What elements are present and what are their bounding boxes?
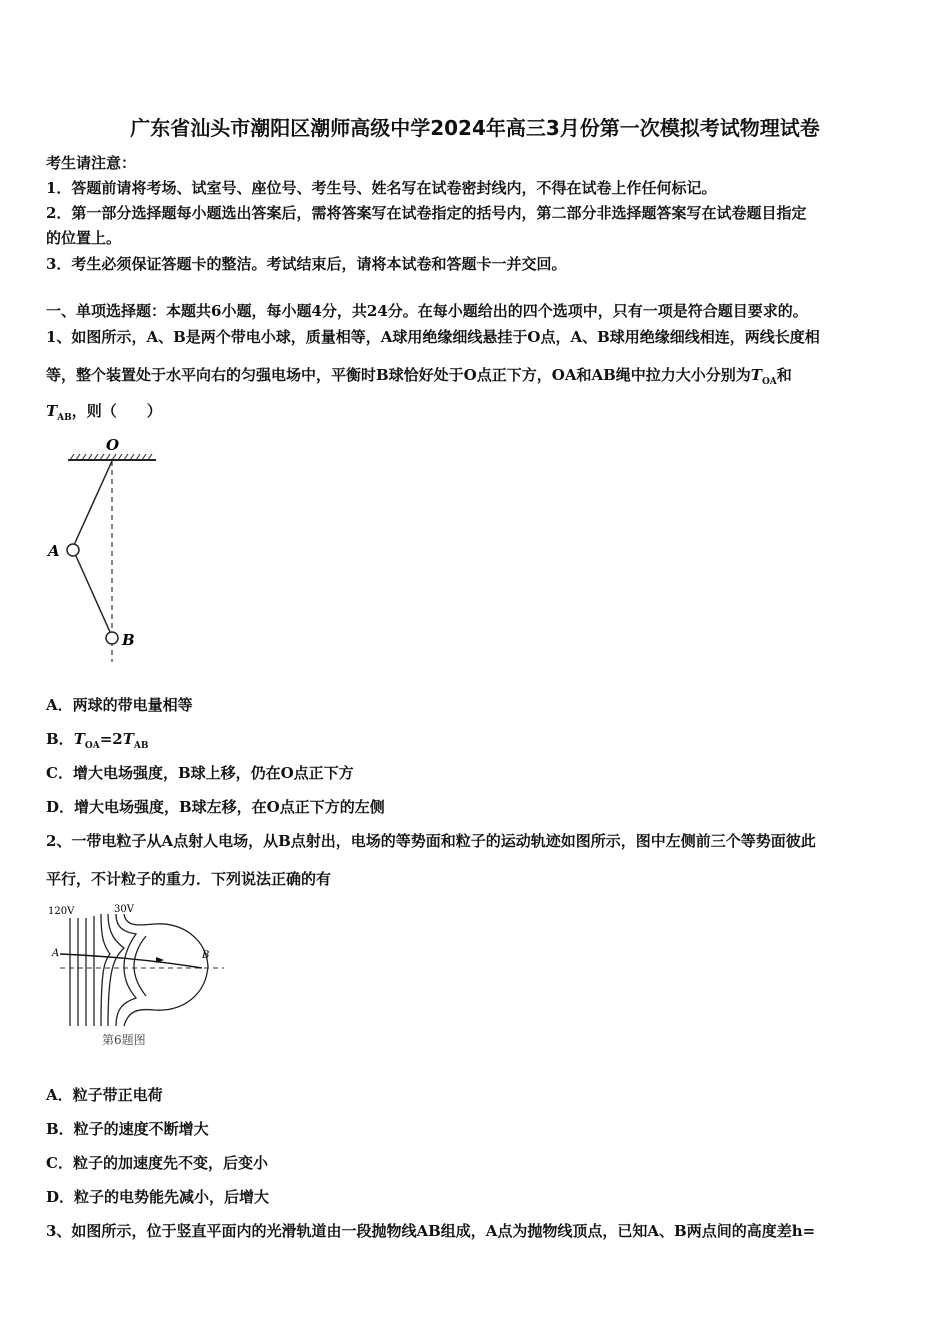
ball-a bbox=[67, 544, 79, 556]
notice-item-2: 2．第一部分选择题每小题选出答案后，需将答案写在试卷指定的括号内，第二部分非选择题答案写在试卷题目指定 bbox=[46, 204, 807, 222]
t-oa-subscript: OA bbox=[761, 377, 777, 387]
q1-option-c[interactable]: C．增大电场强度，B球上移，仍在O点正下方 bbox=[46, 764, 354, 782]
option-b-t-ab-sub: AB bbox=[133, 741, 149, 751]
q1-line-3-tail: ，则（ ） bbox=[71, 402, 162, 420]
option-b-t-ab: T bbox=[122, 730, 134, 748]
q1-option-d[interactable]: D．增大电场强度，B球左移，在O点正下方的左侧 bbox=[46, 798, 385, 816]
q1-line-3 bbox=[46, 400, 162, 423]
q1-option-b[interactable] bbox=[46, 728, 148, 751]
q1-option-a[interactable]: A．两球的带电量相等 bbox=[46, 696, 193, 714]
q2-line-1: 2、一带电粒子从A点射人电场，从B点射出，电场的等势面和粒子的运动轨迹如图所示，图中左侧前三个等势面彼此 bbox=[46, 832, 816, 850]
t-oa-symbol: T bbox=[750, 366, 762, 384]
label-120v: 120V bbox=[48, 906, 75, 917]
q1-and: 和 bbox=[776, 366, 792, 384]
particle-trajectory bbox=[60, 954, 202, 968]
point-b-label: B bbox=[202, 950, 210, 961]
ball-a-label: A bbox=[48, 542, 60, 560]
notice-item-2-cont: 的位置上。 bbox=[46, 229, 122, 247]
section-heading: 一、单项选择题：本题共6小题，每小题4分，共24分。在每小题给出的四个选项中，只有一项是符合题目要求的。 bbox=[46, 302, 808, 320]
option-b-t-oa: T bbox=[73, 730, 85, 748]
q2-line-2: 平行，不计粒子的重力．下列说法正确的有 bbox=[46, 870, 332, 888]
q1-figure bbox=[40, 430, 170, 670]
option-b-eq: =2 bbox=[99, 730, 123, 748]
q2-option-d[interactable]: D．粒子的电势能先减小，后增大 bbox=[46, 1188, 270, 1206]
notice-item-3: 3．考生必须保证答题卡的整洁。考试结束后，请将本试卷和答题卡一并交回。 bbox=[46, 255, 567, 273]
q2-option-a[interactable]: A．粒子带正电荷 bbox=[46, 1086, 163, 1104]
q3-line-1: 3、如图所示，位于竖直平面内的光滑轨道由一段抛物线AB组成，A点为抛物线顶点，已知A、B两点间的高度差h= bbox=[46, 1222, 816, 1240]
q2-figure bbox=[44, 898, 229, 1053]
string-oa bbox=[74, 461, 112, 545]
ball-b bbox=[106, 632, 118, 644]
equipotential-lines bbox=[70, 914, 208, 1026]
t-ab-subscript: AB bbox=[57, 413, 72, 423]
q2-option-c[interactable]: C．粒子的加速度先不变，后变小 bbox=[46, 1154, 268, 1172]
t-ab-symbol: T bbox=[46, 402, 58, 420]
point-a-label: A bbox=[52, 948, 60, 959]
q1-line-2 bbox=[46, 364, 792, 387]
option-b-t-oa-sub: OA bbox=[84, 741, 100, 751]
notice-item-1: 1．答题前请将考场、试室号、座位号、考生号、姓名写在试卷密封线内，不得在试卷上作任何标记。 bbox=[46, 179, 717, 197]
q1-option-b-prefix: B． bbox=[46, 730, 74, 748]
ball-b-label: B bbox=[122, 631, 135, 649]
q1-line-1: 1、如图所示，A、B是两个带电小球，质量相等，A球用绝缘细线悬挂于O点，A、B球用绝缘细线相连，两线长度相 bbox=[46, 328, 820, 346]
q2-option-b[interactable]: B．粒子的速度不断增大 bbox=[46, 1120, 209, 1138]
point-o-label: O bbox=[106, 436, 120, 454]
page-title: 广东省汕头市潮阳区潮师高级中学2024年高三3月份第一次模拟考试物理试卷 bbox=[130, 116, 820, 140]
figure-caption: 第6题图 bbox=[102, 1033, 146, 1047]
notice-heading: 考生请注意： bbox=[46, 154, 137, 172]
label-30v: 30V bbox=[114, 904, 134, 915]
string-ab bbox=[76, 556, 110, 632]
q1-line-2-text: 等，整个装置处于水平向右的匀强电场中，平衡时B球恰好处于O点正下方，OA和AB绳中拉力大小分别为 bbox=[46, 366, 751, 384]
